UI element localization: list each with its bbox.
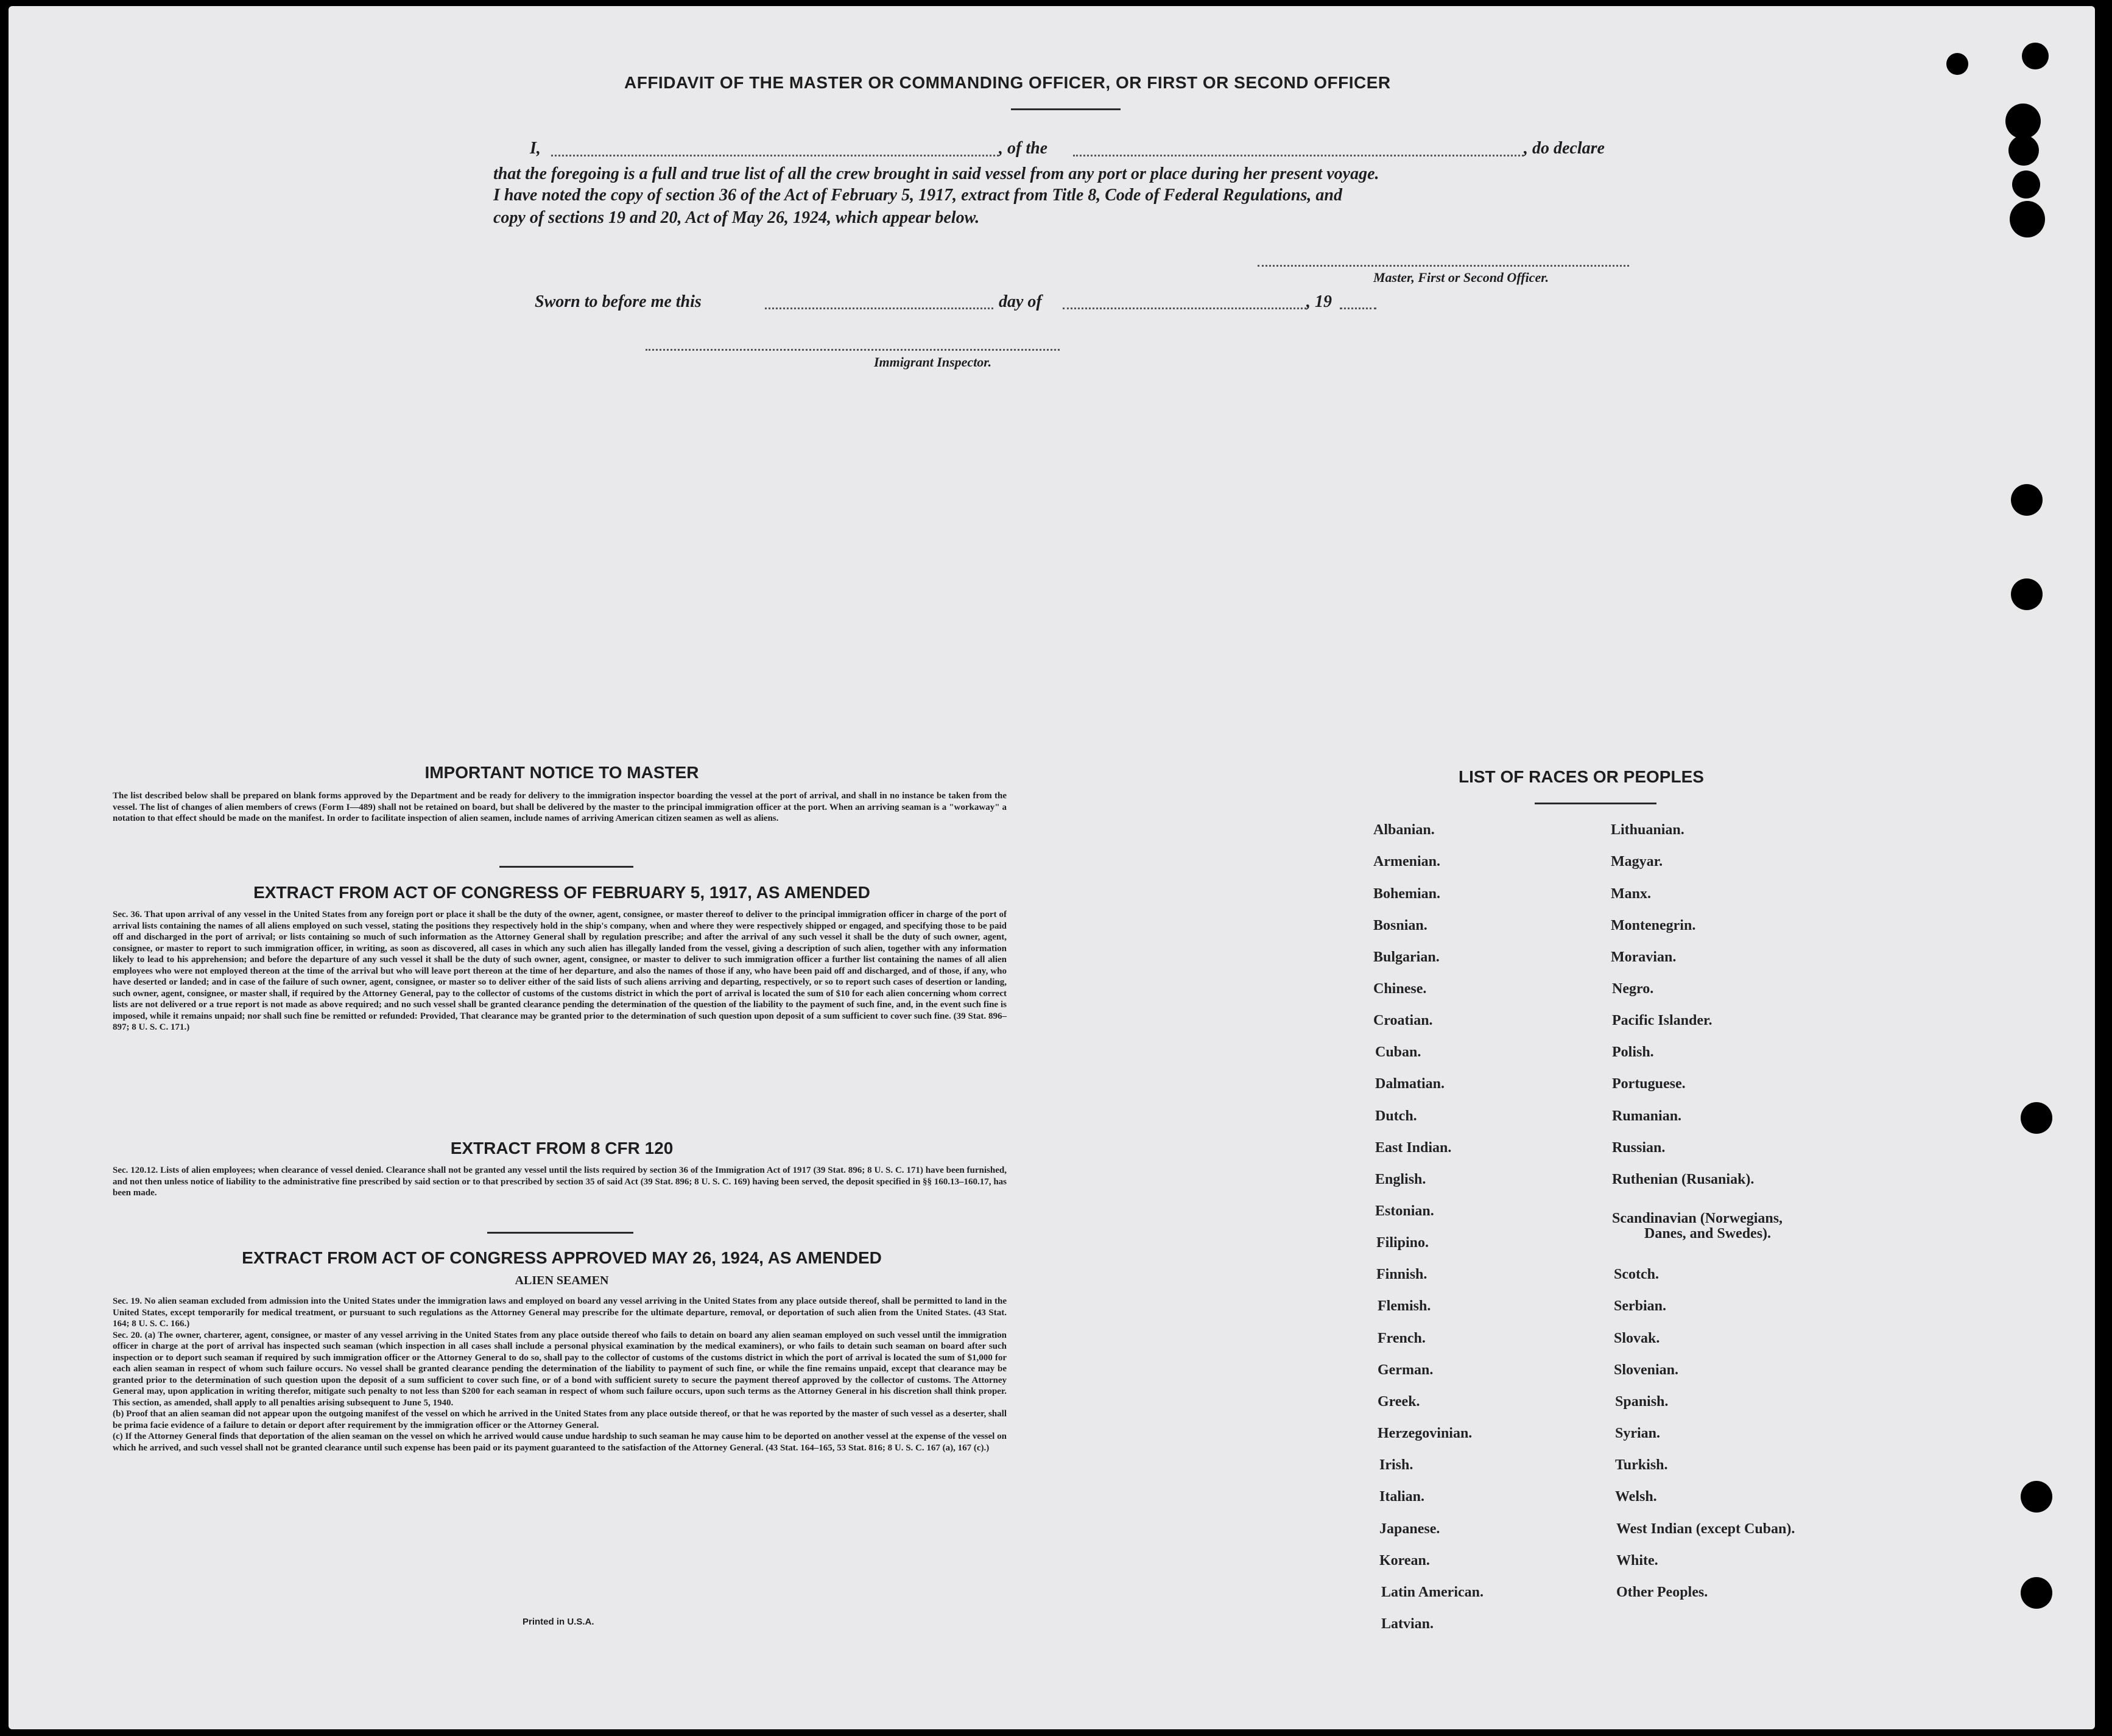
race-item: Estonian. [1375, 1203, 1434, 1219]
of-the-label: , of the [999, 139, 1048, 158]
punch-hole [2021, 1481, 2052, 1513]
sec-20b-paragraph: (b) Proof that an alien seaman did not appear upon the outgoing manifest of the vessel on which he arrived in the United States from any place outside thereof, or that he was reported by the master of such vessel as a deserter, shall be prima facie evidence of a failure to detain or deport after requirement by the immigration officer or the Attorney General. [113, 1409, 1007, 1430]
race-item: Flemish. [1378, 1298, 1431, 1314]
race-item: Russian. [1612, 1140, 1666, 1156]
races-rule [1535, 803, 1656, 804]
race-item: Croatian. [1373, 1013, 1433, 1028]
race-item: Italian. [1379, 1489, 1425, 1505]
race-item: Herzegovinian. [1378, 1425, 1473, 1441]
year-field[interactable] [1340, 307, 1376, 309]
extract-1917-text: Sec. 36. That upon arrival of any vessel in the United States from any foreign port or place it shall be the duty of the owner, agent, consignee, or master thereof to deliver to the principal immigration officer in charge of the port of arrival lists containing the names of all aliens employed on such vessel, stating the positions they respectively hold in the ship's company, when and where they were respectively shipped or engaged, and specifying those to be paid off and discharged in the port of arrival; or lists containing so much of such information as the Attorney General shall by regulation prescribe; and after the arrival of any such vessel it shall be the duty of such owner, agent, consignee, or master to report to such immigration officer, in writing, as soon as discovered, all cases in which any such alien has illegally landed from the vessel, giving a description of such alien, together with any information likely to lead to his apprehension; and before the departure of any such vessel it shall be the duty of such owner, agent, consignee, or master to deliver to such immigration officer a further list containing the names of all alien employees who were not employed thereon at the time of the arrival but who will leave port thereon at the time of her departure, and also the names of those if any, who have been paid off and discharged, and of those, if any, who have deserted or landed; and in case of the failure of such owner, agent, consignee, or master so to deliver either of the said lists of such aliens arriving and departing, respectively, or so to report such cases of desertion or landing, such owner, agent, consignee, or master shall, if required by the Attorney General, pay to the collector of customs of the customs district in which the port of arrival is located the sum of $10 for each alien concerning whom correct lists are not delivered or a true report is not made as above required; and no such vessel shall be granted clearance pending the determination of the question of the liability to the payment of such fine, and, in the event such fine is imposed, while it remains unpaid; nor shall such fine be remitted or refunded: Provided, That clearance may be granted prior to the determination of such question upon deposit of a sum sufficient to cover such fine. (39 Stat. 896–897; 8 U. S. C. 171.) [113, 910, 1007, 1032]
race-item: Slovenian. [1614, 1362, 1679, 1378]
extract-1924-subtitle: ALIEN SEAMEN [515, 1274, 609, 1287]
race-item: Dutch. [1375, 1108, 1417, 1124]
affidavit-title: AFFIDAVIT OF THE MASTER OR COMMANDING OFFICER, OR FIRST OR SECOND OFFICER [624, 73, 1391, 92]
master-signature-field[interactable] [1258, 265, 1629, 267]
race-item: Magyar. [1611, 854, 1663, 870]
affidavit-line-3: I have noted the copy of section 36 of the Act of February 5, 1917, extract from Title 8, Code of Federal Regulations, and [493, 186, 1342, 205]
race-item: Pacific Islander. [1612, 1013, 1712, 1028]
extract-1917-title: EXTRACT FROM ACT OF CONGRESS OF FEBRUARY 5, 1917, AS AMENDED [253, 883, 870, 902]
punch-hole [2011, 484, 2043, 516]
race-item: German. [1378, 1362, 1434, 1378]
race-item: Japanese. [1379, 1521, 1440, 1537]
sec-20a-paragraph: Sec. 20. (a) The owner, charterer, agent, consignee, or master of any vessel arriving in the United States from any place outside thereof who fails to detain on board any alien seaman employed on such vessel until the immigration officer in charge at the port of arrival has inspected such seaman (which inspection in all cases shall include a personal physical examination by the medical examiners), or who fails to detain such seaman on board after such inspection or to deport such seaman if required by such immigration officer or the Attorney General to do so, shall pay to the collector of customs of the customs district in which the port of arrival is located the sum of $1,000 for each alien seaman in respect of whom such failure occurs. No vessel shall be granted clearance pending the determination of the liability to payment of such fine, or while the fine remains unpaid, except that clearance may be granted prior to the determination of such question upon the deposit of a sum sufficient to cover such fine, or of a bond with sufficient surety to secure the payment thereof approved by the collector of customs. The Attorney General may, upon application in writing therefor, mitigate such penalty to not less than $200 for each seaman in respect of whom such failure occurs, upon such terms as the Attorney General in his discretion shall think proper. This section, as amended, shall apply to all penalties arising subsequent to June 5, 1940. [113, 1330, 1007, 1408]
name-field[interactable] [551, 155, 999, 156]
inspector-label: Immigrant Inspector. [874, 354, 992, 370]
race-item: Polish. [1612, 1044, 1654, 1060]
race-item: Filipino. [1376, 1235, 1429, 1251]
race-item: White. [1616, 1553, 1658, 1569]
race-item: Syrian. [1615, 1425, 1661, 1441]
race-item: Armenian. [1373, 854, 1440, 870]
race-item: Lithuanian. [1611, 822, 1684, 838]
master-signature-label: Master, First or Second Officer. [1373, 270, 1549, 285]
punch-hole [2010, 201, 2045, 237]
section-rule [487, 1232, 633, 1234]
do-declare-label: , do declare [1524, 139, 1605, 158]
sworn-label: Sworn to before me this [535, 292, 702, 311]
punch-hole [2022, 43, 2049, 69]
race-item: Montenegrin. [1611, 918, 1696, 933]
punch-hole [2011, 578, 2043, 610]
race-item: West Indian (except Cuban). [1616, 1521, 1795, 1537]
punch-hole [1946, 53, 1968, 75]
i-label: I, [530, 139, 541, 158]
race-item: Bosnian. [1373, 918, 1427, 933]
race-item: French. [1378, 1330, 1426, 1346]
title-rule [1011, 108, 1121, 110]
notice-title: IMPORTANT NOTICE TO MASTER [424, 763, 699, 782]
vessel-field[interactable] [1073, 155, 1524, 156]
sec-20c-paragraph: (c) If the Attorney General finds that deportation of the alien seaman on the vessel on which he arrived would cause undue hardship to such seaman he may cause him to be deported on another vessel at the expense of the vessel on which he arrived, and such vessel shall not be granted clearance until such expense has been paid or its payment guaranteed to the satisfaction of the Attorney General. (43 Stat. 164–165, 53 Stat. 816; 8 U. S. C. 167 (a), 167 (c).) [113, 1432, 1007, 1453]
punch-hole [2021, 1577, 2052, 1609]
race-item: Manx. [1611, 886, 1651, 902]
notice-text: The list described below shall be prepared on blank forms approved by the Department and be ready for delivery to the immigration inspector boarding the vessel at the port of arrival, and shall in no instance be taken from the vessel. The list of changes of alien members of crews (Form I—489) shall not be retained on board, but shall be delivered by the master to the principal immigration officer at the port. When an arriving seaman is a "workaway" a notation to that effect should be made on the manifest. In order to facilitate inspection of alien seamen, include names of arriving American citizen seamen as well as aliens. [113, 791, 1007, 823]
extract-1924-text [113, 1296, 1007, 1555]
extract-1924-title: EXTRACT FROM ACT OF CONGRESS APPROVED MAY 26, 1924, AS AMENDED [242, 1248, 882, 1267]
race-item: Danes, and Swedes). [1644, 1226, 1772, 1242]
section-rule [499, 866, 633, 868]
race-item: Cuban. [1375, 1044, 1421, 1060]
race-item: Serbian. [1614, 1298, 1667, 1314]
race-item: Moravian. [1611, 949, 1677, 965]
race-item: Ruthenian (Rusaniak). [1612, 1172, 1755, 1187]
inspector-signature-field[interactable] [646, 349, 1060, 351]
race-item: Portuguese. [1612, 1076, 1686, 1092]
race-item: Albanian. [1373, 822, 1435, 838]
race-item: Irish. [1379, 1457, 1413, 1473]
day-of-label: day of [999, 292, 1042, 311]
race-item: Other Peoples. [1616, 1584, 1708, 1600]
race-item: English. [1375, 1172, 1426, 1187]
printed-in-usa: Printed in U.S.A. [523, 1617, 594, 1627]
race-item: Scotch. [1614, 1267, 1659, 1282]
affidavit-line-4: copy of sections 19 and 20, Act of May 26, 1924, which appear below. [493, 208, 980, 227]
race-item: Spanish. [1615, 1394, 1669, 1410]
race-item: Chinese. [1373, 981, 1427, 997]
extract-cfr-text: Sec. 120.12. Lists of alien employees; when clearance of vessel denied. Clearance shall not be granted any vessel until the lists required by section 36 of the Immigration Act of 1917 (39 Stat. 896; 8 U. S. C. 171) have been furnished, and not then unless notice of liability to the administrative fine prescribed by said section or to that prescribed by section 35 of said Act (39 Stat. 896; 8 U. S. C. 169) having been served, the deposit specified in §§ 160.13–160.17, has been made. [113, 1165, 1007, 1198]
punch-hole [2008, 135, 2039, 166]
races-title: LIST OF RACES OR PEOPLES [1459, 767, 1704, 786]
race-item: Negro. [1612, 981, 1654, 997]
race-item: Bulgarian. [1373, 949, 1440, 965]
race-item: Finnish. [1376, 1267, 1427, 1282]
race-item: Bohemian. [1373, 886, 1441, 902]
sec-19-paragraph: Sec. 19. No alien seaman excluded from admission into the United States under the immigration laws and employed on board any vessel arriving in the United States from any place outside thereof, shall be permitted to land in the United States, except temporarily for medical treatment, or pursuant to such regulations as the Attorney General may prescribe for the ultimate departure, removal, or deportation of such alien from the United States. (43 Stat. 164; 8 U. S. C. 166.) [113, 1296, 1007, 1329]
race-item: Turkish. [1615, 1457, 1668, 1473]
year-label: , 19 [1306, 292, 1332, 311]
sworn-day-field[interactable] [765, 307, 993, 309]
punch-hole [2012, 170, 2040, 199]
punch-hole [2005, 104, 2041, 139]
punch-hole [2021, 1102, 2052, 1134]
race-item: Korean. [1379, 1553, 1430, 1569]
race-item: Rumanian. [1612, 1108, 1682, 1124]
race-item: Scandinavian (Norwegians, [1612, 1211, 1783, 1226]
race-item: Dalmatian. [1375, 1076, 1445, 1092]
race-item: Slovak. [1614, 1330, 1660, 1346]
race-item: Greek. [1378, 1394, 1420, 1410]
extract-cfr-title: EXTRACT FROM 8 CFR 120 [450, 1139, 674, 1158]
race-item: East Indian. [1375, 1140, 1452, 1156]
race-item: Latin American. [1381, 1584, 1484, 1600]
race-item: Welsh. [1615, 1489, 1657, 1505]
affidavit-line-2: that the foregoing is a full and true list of all the crew brought in said vessel from any port or place during her present voyage. [493, 164, 1379, 183]
sworn-month-field[interactable] [1063, 307, 1306, 309]
race-item: Latvian. [1381, 1616, 1434, 1632]
